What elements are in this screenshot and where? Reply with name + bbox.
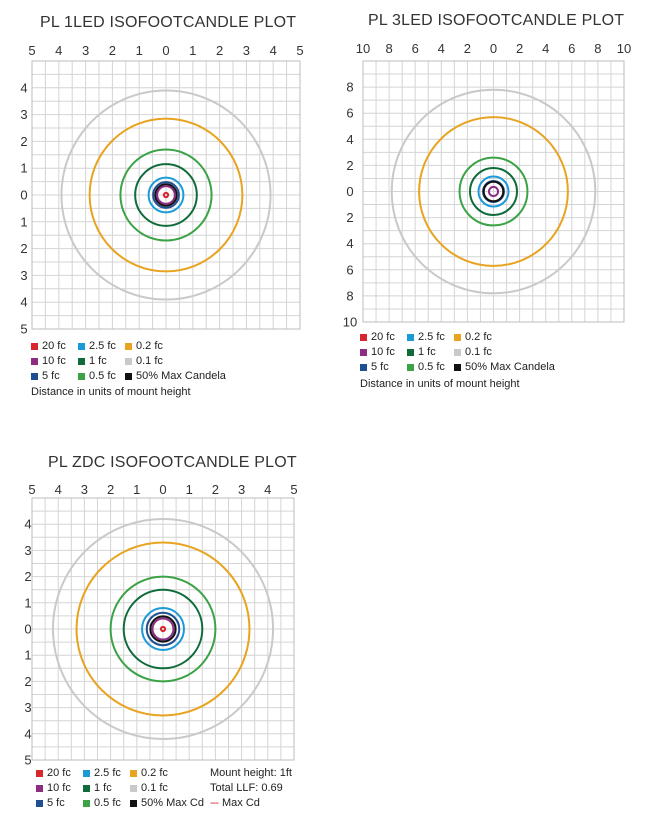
legend-label: 10 fc — [42, 355, 66, 367]
legend-label: 1 fc — [89, 355, 107, 367]
y-tick-label: 0 — [24, 621, 32, 637]
legend-item — [83, 767, 121, 779]
chart-title: PL 1LED ISOFOOTCANDLE PLOT — [40, 14, 297, 31]
legend-label: 5 fc — [42, 370, 60, 382]
legend-label: 20 fc — [371, 331, 395, 343]
legend-item — [36, 767, 71, 779]
x-tick-label: 2 — [211, 482, 220, 497]
legend-label: 5 fc — [47, 797, 65, 809]
distance-note: Distance in units of mount height — [360, 378, 520, 390]
legend-swatch — [36, 785, 43, 792]
grid — [32, 498, 294, 760]
legend-swatch — [83, 800, 90, 807]
y-tick-label: 3 — [24, 700, 32, 716]
legend-label: 0.1 fc — [141, 782, 168, 794]
legend-item — [360, 346, 395, 358]
legend-swatch — [407, 364, 414, 371]
legend-item — [83, 782, 112, 794]
y-tick-label: 0 — [346, 184, 354, 199]
x-tick-label: 4 — [269, 43, 277, 58]
legend-label: 20 fc — [47, 767, 71, 779]
x-tick-label: 8 — [385, 41, 393, 56]
x-tick-label: 3 — [242, 43, 251, 58]
x-tick-label: 5 — [290, 482, 298, 497]
y-tick-label: 2 — [24, 569, 32, 585]
chart-title: PL 3LED ISOFOOTCANDLE PLOT — [368, 12, 625, 29]
max-cd-label: Max Cd — [222, 797, 260, 809]
legend-item — [454, 331, 492, 343]
max-cd-note — [210, 797, 260, 809]
legend-label: 0.5 fc — [418, 361, 445, 373]
legend-label: 0.1 fc — [465, 346, 492, 358]
x-tick-label: 6 — [411, 41, 419, 56]
x-tick-label: 4 — [264, 482, 272, 497]
legend-item — [454, 346, 492, 358]
y-tick-label: 1 — [20, 160, 28, 176]
legend-swatch — [360, 364, 367, 371]
y-tick-label: 5 — [20, 321, 28, 337]
y-tick-label: 0 — [20, 187, 28, 203]
y-tick-label: 2 — [24, 673, 32, 689]
legend-swatch — [130, 785, 137, 792]
y-tick-label: 4 — [20, 294, 28, 310]
legend-item — [36, 797, 65, 809]
legend-item — [407, 361, 445, 373]
legend-label: 10 fc — [47, 782, 71, 794]
legend-label: 1 fc — [418, 346, 436, 358]
chart-title: PL ZDC ISOFOOTCANDLE PLOT — [48, 454, 297, 471]
x-tick-label: 1 — [189, 43, 197, 58]
y-tick-label: 8 — [346, 79, 354, 95]
legend-swatch — [83, 770, 90, 777]
y-tick-label: 4 — [24, 516, 32, 532]
legend-label: 0.2 fc — [141, 767, 168, 779]
legend-item — [360, 361, 389, 373]
legend-label: 0.5 fc — [94, 797, 121, 809]
legend-label: 50% Max Candela — [136, 370, 226, 382]
legend-label: 0.2 fc — [136, 340, 163, 352]
x-tick-label: 1 — [135, 43, 143, 58]
x-tick-label: 5 — [28, 482, 36, 497]
legend-swatch — [454, 334, 461, 341]
legend-swatch — [83, 785, 90, 792]
legend-swatch — [454, 364, 461, 371]
x-tick-label: 6 — [568, 41, 576, 56]
legend-item — [36, 782, 71, 794]
legend-label: 0.2 fc — [465, 331, 492, 343]
x-tick-label: 3 — [80, 482, 89, 497]
y-tick-label: 1 — [24, 647, 32, 663]
isofootcandle-plot-zdc — [0, 0, 330, 780]
legend-label: 10 fc — [371, 346, 395, 358]
x-tick-label: 2 — [215, 43, 224, 58]
y-tick-label: 6 — [346, 262, 354, 278]
y-tick-label: 6 — [346, 105, 354, 121]
y-tick-label: 2 — [20, 241, 28, 257]
x-tick-label: 3 — [237, 482, 246, 497]
y-tick-label: 4 — [20, 80, 28, 96]
x-tick-label: 3 — [81, 43, 90, 58]
y-tick-label: 3 — [20, 267, 28, 283]
x-tick-label: 4 — [437, 41, 445, 56]
legend-label: 5 fc — [371, 361, 389, 373]
y-tick-label: 4 — [24, 726, 32, 742]
grid — [363, 61, 624, 322]
legend-label: 0.1 fc — [136, 355, 163, 367]
legend-swatch — [36, 800, 43, 807]
x-tick-label: 8 — [594, 41, 602, 56]
legend-label: 2.5 fc — [418, 331, 445, 343]
y-tick-label: 10 — [342, 314, 358, 330]
legend-label: 2.5 fc — [94, 767, 121, 779]
y-tick-label: 5 — [24, 752, 32, 768]
legend-item — [130, 797, 204, 809]
x-tick-label: 0 — [159, 482, 167, 497]
x-tick-label: 2 — [108, 43, 117, 58]
x-tick-label: 10 — [355, 41, 371, 56]
x-tick-label: 4 — [55, 43, 63, 58]
legend-swatch — [130, 800, 137, 807]
y-tick-label: 8 — [346, 288, 354, 304]
y-tick-label: 2 — [20, 133, 28, 149]
legend-swatch — [36, 770, 43, 777]
legend-swatch — [407, 334, 414, 341]
legend-swatch — [454, 349, 461, 356]
legend-item — [454, 361, 555, 373]
x-tick-label: 1 — [185, 482, 193, 497]
x-tick-label: 10 — [616, 41, 632, 56]
total-llf-note: Total LLF: 0.69 — [210, 782, 283, 794]
legend-swatch — [360, 349, 367, 356]
x-tick-label: 5 — [28, 43, 36, 58]
y-tick-label: 4 — [346, 131, 354, 147]
y-tick-label: 2 — [346, 157, 354, 173]
x-tick-label: 4 — [542, 41, 550, 56]
legend-item — [407, 331, 445, 343]
x-tick-label: 2 — [463, 41, 472, 56]
legend-item — [407, 346, 436, 358]
max-cd-dash: --- — [210, 797, 218, 809]
y-tick-label: 2 — [346, 210, 354, 226]
legend-label: 2.5 fc — [89, 340, 116, 352]
y-tick-label: 1 — [20, 214, 28, 230]
x-tick-label: 0 — [162, 43, 170, 58]
x-tick-label: 4 — [54, 482, 62, 497]
legend-label: 50% Max Cd — [141, 797, 204, 809]
x-tick-label: 0 — [489, 41, 498, 56]
y-tick-label: 3 — [20, 107, 28, 123]
legend-label: 20 fc — [42, 340, 66, 352]
legend-label: 0.5 fc — [89, 370, 116, 382]
mount-height-note: Mount height: 1ft — [210, 767, 292, 779]
legend-item — [83, 797, 121, 809]
distance-note: Distance in units of mount height — [31, 386, 191, 398]
legend-label: 1 fc — [94, 782, 112, 794]
y-tick-label: 1 — [24, 595, 32, 611]
x-tick-label: 5 — [296, 43, 304, 58]
legend-item — [360, 331, 395, 343]
x-tick-label: 2 — [515, 41, 524, 56]
legend-label: 50% Max Candela — [465, 361, 555, 373]
x-tick-label: 2 — [106, 482, 115, 497]
legend-item — [130, 782, 168, 794]
x-tick-label: 1 — [133, 482, 141, 497]
legend-swatch — [360, 334, 367, 341]
legend-swatch — [130, 770, 137, 777]
legend-swatch — [407, 349, 414, 356]
legend-item — [130, 767, 168, 779]
y-tick-label: 3 — [24, 542, 32, 558]
y-tick-label: 4 — [346, 236, 354, 252]
